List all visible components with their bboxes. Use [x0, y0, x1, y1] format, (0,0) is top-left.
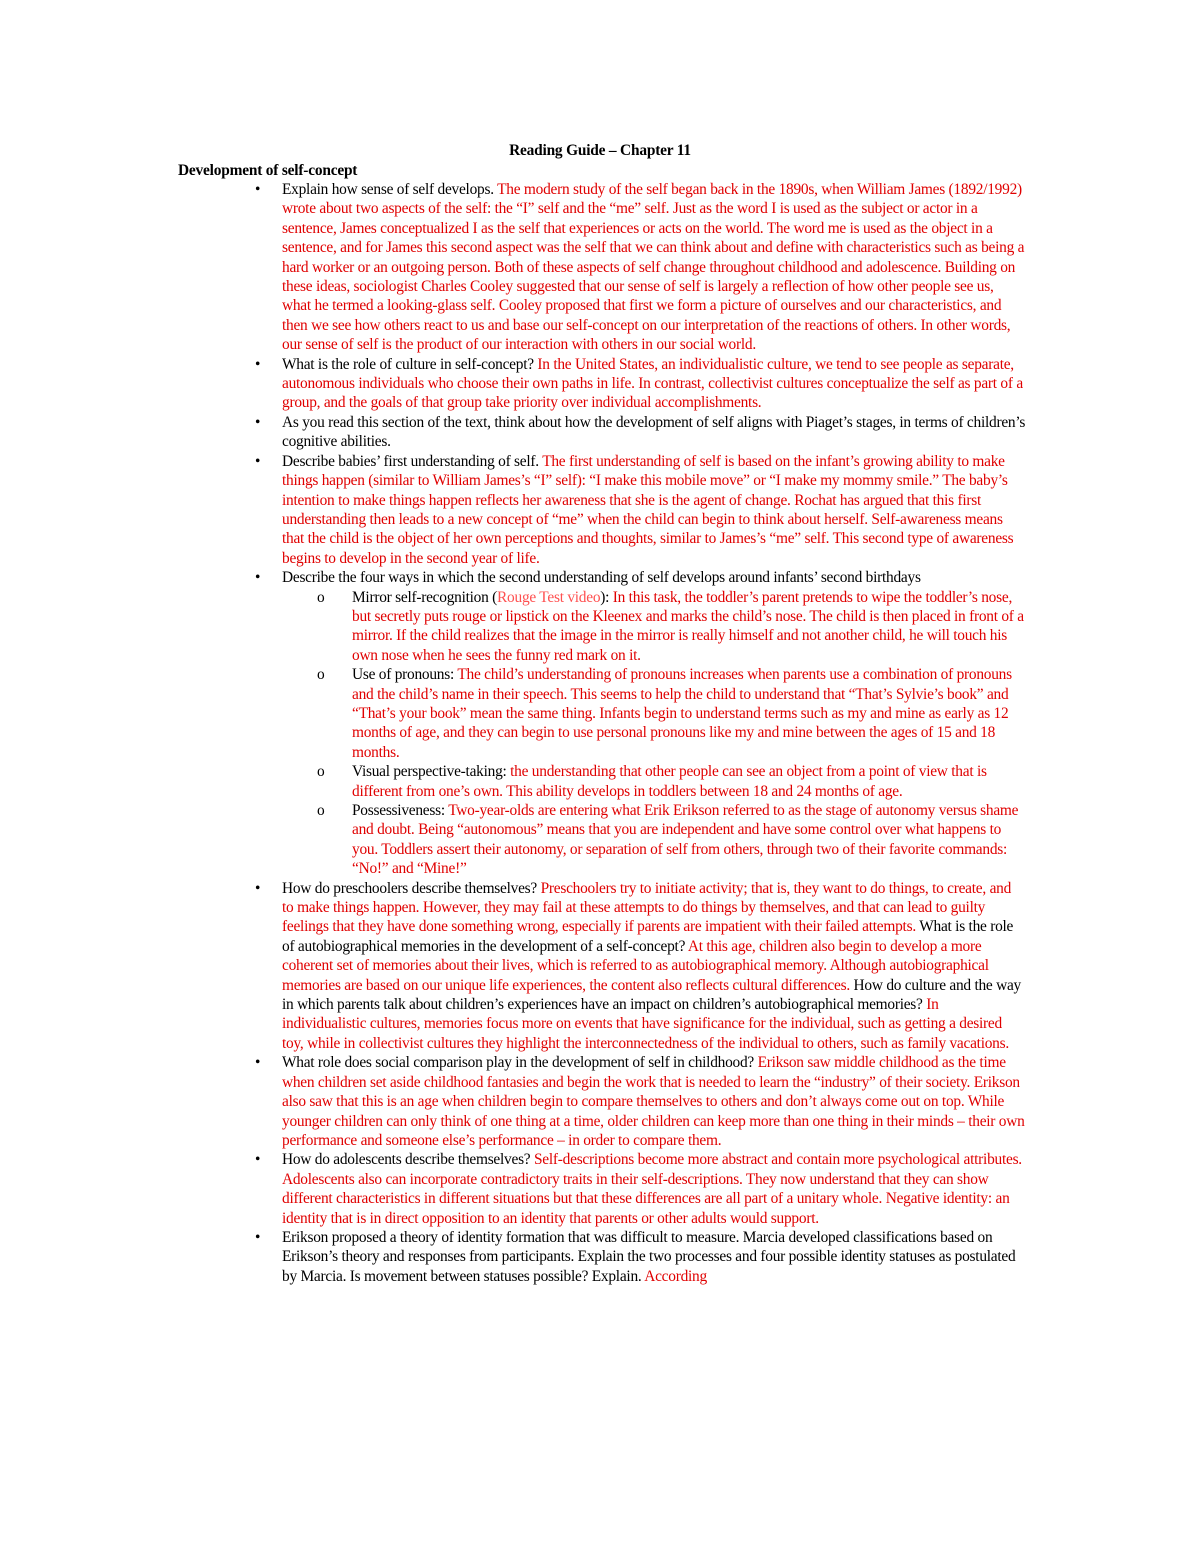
- question-text: What is the role of autobiographical memories in the development of a self-concept?: [282, 918, 1014, 955]
- list-item: [282, 452, 1026, 568]
- rouge-test-video-link[interactable]: Rouge Test video: [497, 588, 601, 606]
- answer-text: Self-descriptions become more abstract and contain more psychological attributes. Adolescents also can incorporate contradictory traits in their self-descriptions. They now understand that they can show different characteristics in different situations but that these differences are all part of a unitary whole. Negative identity: an identity that is in direct opposition to an identity that parents or other adults would support.: [282, 1151, 1022, 1227]
- answer-text: Preschoolers try to initiate activity; that is, they want to do things, to create, and to make things happen. However, they may fail at these attempts to do things by themselves, and that can lead to guilty feelings that they have done something wrong, especially if parents are impatient with their failed attempts.: [282, 879, 1012, 936]
- question-text: Describe the four ways in which the second understanding of self develops around infants’ second birthdays: [282, 569, 921, 587]
- answer-text: According: [644, 1267, 707, 1285]
- question-text: Erikson proposed a theory of identity formation that was difficult to measure. Marcia developed classifications based on Erikson’s theory and responses from participants. Explain the two processes and four possible identity statuses as postulated by Marcia. Is movement between statuses possible? Explain.: [282, 1228, 1016, 1285]
- answer-text: In this task, the toddler’s parent pretends to wipe the toddler’s nose, but secretly puts rouge or lipstick on the Kleenex and marks the child’s nose. The child is then placed in front of a mirror. If the child realizes that the image in the mirror is really himself and not another child, he will touch his own nose when he sees the funny red mark on it.: [352, 588, 1024, 664]
- sub-list-item: [352, 762, 1026, 801]
- question-text: How do adolescents describe themselves?: [282, 1151, 534, 1169]
- sub-list-item: [352, 588, 1026, 666]
- list-item: [282, 355, 1026, 413]
- sub-list-item: [352, 665, 1026, 762]
- question-text: Describe babies’ first understanding of self.: [282, 452, 543, 470]
- question-text: Use of pronouns:: [352, 666, 458, 684]
- question-text: As you read this section of the text, think about how the development of self aligns with Piaget’s stages, in terms of children’s cognitive abilities.: [282, 413, 1026, 451]
- list-item: [282, 879, 1026, 1054]
- question-list: [282, 180, 1026, 1286]
- question-text: What is the role of culture in self-concept?: [282, 355, 538, 373]
- list-item: [282, 180, 1026, 355]
- answer-text: Erikson saw middle childhood as the time when children set aside childhood fantasies and begin the work that is needed to learn the “industry” of their society. Erikson also saw that this is an age when children begin to compare themselves to others and don’t always come out on top. While younger children can only think of one thing at a time, older children can keep more than one thing in their minds – their own performance and someone else’s performance – in order to compare them.: [282, 1054, 1025, 1149]
- answer-text: The modern study of the self began back in the 1890s, when William James (1892/1992) wrote about two aspects of the self: the “I” self and the “me” self. Just as the word I is used as the subject or actor in a sentence, James conceptualized I as the self that experiences or acts on the world. The word me is used as the object in a sentence, and for James this second aspect was the self that we can think about and define with characteristics such as being a hard worker or an outgoing person. Both of these aspects of self change throughout childhood and adolescence. Building on these ideas, sociologist Charles Cooley suggested that our sense of self is largely a reflection of how other people see us, what he termed a looking-glass self. Cooley proposed that first we form a picture of ourselves and our characteristics, and then we see how others react to us and base our self-concept on our interpretation of the reactions of others. In other words, our sense of self is the product of our interaction with others in our social world.: [282, 181, 1025, 354]
- question-text: How do preschoolers describe themselves?: [282, 879, 541, 897]
- answer-text: In individualistic cultures, memories focus more on events that have significance for the individual, such as getting a desired toy, while in collectivist cultures they highlight the interconnectedness of the individual to others, such as family vacations.: [282, 996, 1009, 1052]
- question-text: How do culture and the way in which parents talk about children’s experiences have an impact on children’s autobiographical memories?: [282, 976, 1021, 1014]
- question-text: What role does social comparison play in the development of self in childhood?: [282, 1054, 758, 1072]
- section-heading: Development of self-concept: [178, 162, 358, 179]
- answer-text: Two-year-olds are entering what Erik Erikson referred to as the stage of autonomy versus shame and doubt. Being “autonomous” means that you are independent and have some control over what happens to you. Toddlers assert their autonomy, or separation of self from others, through two of their favorite commands: “No!” and “Mine!”: [352, 802, 1019, 878]
- list-item: [282, 1053, 1026, 1150]
- list-item: [282, 1150, 1026, 1228]
- document-title: Reading Guide – Chapter 11: [509, 142, 691, 159]
- question-text: Explain how sense of self develops.: [282, 181, 498, 198]
- sub-list-item: [352, 801, 1026, 879]
- question-text: ):: [600, 588, 613, 606]
- answer-text: In the United States, an individualistic culture, we tend to see people as separate, autonomous individuals who choose their own paths in life. In contrast, collectivist cultures conceptualize the self as part of a group, and the goals of that group take priority over individual accomplishments.: [282, 355, 1023, 412]
- question-text: Visual perspective-taking:: [352, 763, 511, 781]
- question-text: Possessiveness:: [352, 802, 449, 819]
- list-item: [282, 568, 1026, 879]
- answer-text: The child’s understanding of pronouns increases when parents use a combination of pronouns and the child’s name in their speech. This seems to help the child to understand that “That’s Sylvie’s book” and “That’s your book” mean the same thing. Infants begin to understand terms such as my and mine as early as 12 months of age, and they can begin to use personal pronouns like my and mine between the ages of 15 and 18 months.: [352, 666, 1012, 761]
- answer-text: At this age, children also begin to develop a more coherent set of memories about their lives, which is referred to as autobiographical memory. Although autobiographical memories are based on our unique life experiences, the content also reflects cultural differences.: [282, 937, 989, 994]
- question-text: Mirror self-recognition (: [352, 588, 498, 606]
- list-item: [282, 1228, 1026, 1286]
- answer-text: The first understanding of self is based on the infant’s growing ability to make things happen (similar to William James’s “I” self): “I make this mobile move” or “I make my mommy smile.” The baby’s intention to make things happen reflects her awareness that she is the agent of change. Rochat has argued that this first understanding then leads to a new concept of “me” when the child can begin to think about herself. Self-awareness means that the child is the object of her own perceptions and thoughts, similar to James’s “me” self. This second type of awareness begins to develop in the second year of life.: [282, 452, 1014, 567]
- answer-text: the understanding that other people can see an object from a point of view that is different from one’s own. This ability develops in toddlers between 18 and 24 months of age.: [352, 763, 987, 800]
- sub-question-list: [282, 588, 1026, 879]
- list-item: [282, 413, 1026, 452]
